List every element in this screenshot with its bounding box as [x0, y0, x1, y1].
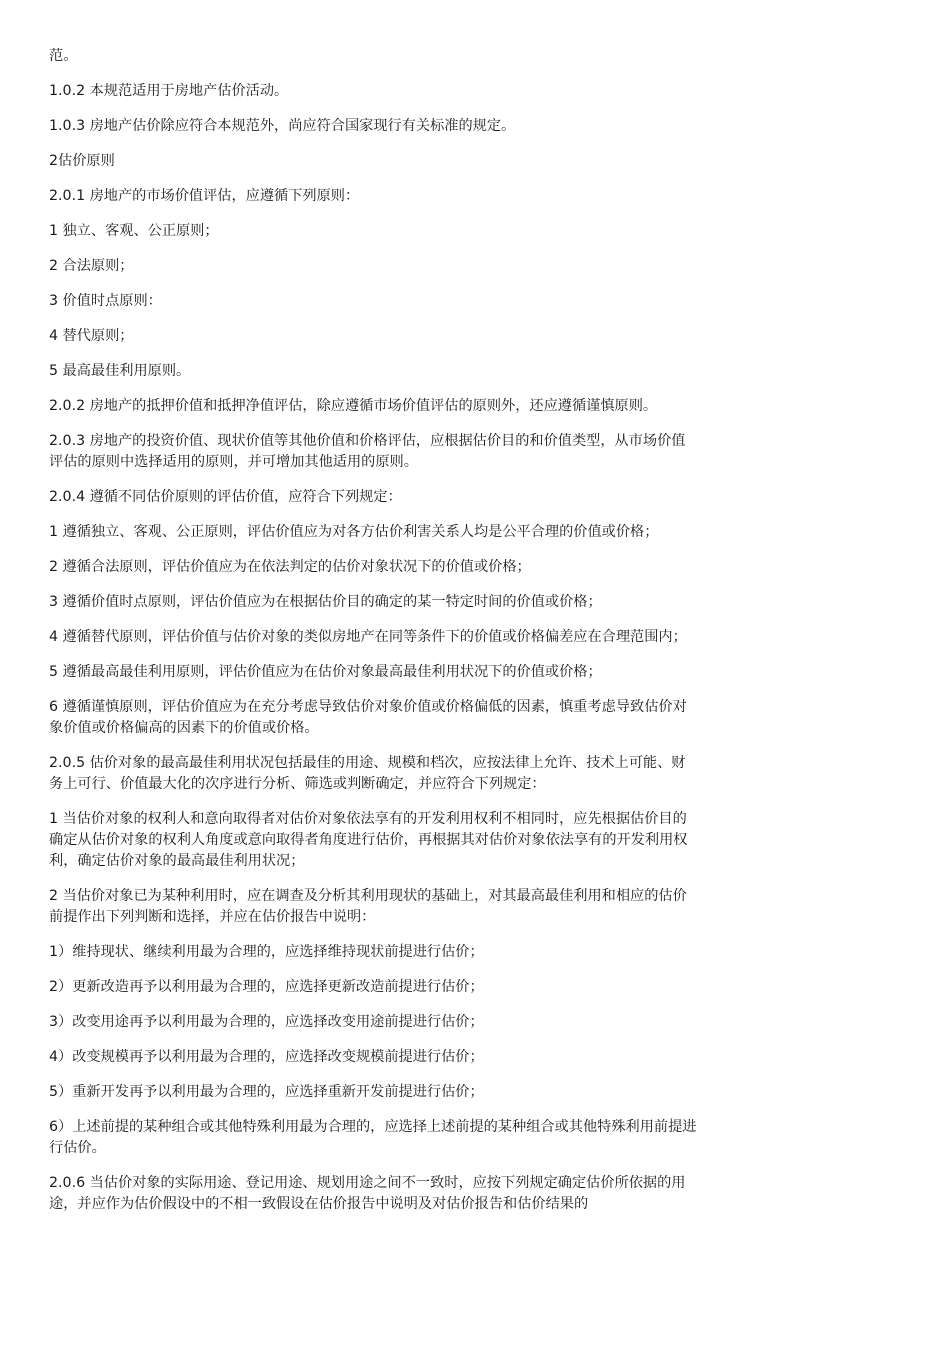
sub-list-item: 6）上述前提的某种组合或其他特殊利用最为合理的，应选择上述前提的某种组合或其他特殊利用前提进行估价。 [49, 1119, 697, 1156]
section-heading: 2估价原则 [49, 153, 115, 169]
list-item: 4 替代原则； [49, 328, 134, 344]
paragraph: 1.0.3 房地产估价除应符合本规范外，尚应符合国家现行有关标准的规定。 [49, 118, 516, 134]
document-body [49, 46, 699, 1229]
list-item: 4 遵循替代原则，评估价值与估价对象的类似房地产在同等条件下的价值或价格偏差应在合理范围内； [49, 629, 687, 645]
list-item: 5 最高最佳利用原则。 [49, 363, 191, 379]
list-item: 3 价值时点原则： [49, 293, 162, 309]
list-item: 1 独立、客观、公正原则； [49, 223, 219, 239]
list-item: 6 遵循谨慎原则，评估价值应为在充分考虑导致估价对象价值或价格偏低的因素，慎重考虑导致估价对象价值或价格偏高的因素下的价值或价格。 [49, 699, 687, 736]
paragraph: 2.0.3 房地产的投资价值、现状价值等其他价值和价格评估，应根据估价目的和价值类型，从市场价值评估的原则中选择适用的原则，并可增加其他适用的原则。 [49, 433, 686, 470]
paragraph: 范。 [49, 48, 78, 64]
list-item: 2 遵循合法原则，评估价值应为在依法判定的估价对象状况下的价值或价格； [49, 559, 531, 575]
paragraph: 1.0.2 本规范适用于房地产估价活动。 [49, 83, 289, 99]
sub-list-item: 5）重新开发再予以利用最为合理的，应选择重新开发前提进行估价； [49, 1084, 484, 1100]
list-item: 2 合法原则； [49, 258, 134, 274]
list-item: 2 当估价对象已为某种利用时，应在调查及分析其利用现状的基础上，对其最高最佳利用和相应的估价前提作出下列判断和选择，并应在估价报告中说明： [49, 888, 687, 925]
sub-list-item: 4）改变规模再予以利用最为合理的，应选择改变规模前提进行估价； [49, 1049, 484, 1065]
list-item: 1 当估价对象的权利人和意向取得者对估价对象依法享有的开发利用权利不相同时，应先根据估价目的确定从估价对象的权利人角度或意向取得者角度进行估价，再根据其对估价对象依法享有的开发利用权利，确定估价对象的最高最佳利用状况； [49, 811, 688, 869]
list-item: 1 遵循独立、客观、公正原则，评估价值应为对各方估价利害关系人均是公平合理的价值或价格； [49, 524, 659, 540]
list-item: 3 遵循价值时点原则，评估价值应为在根据估价目的确定的某一特定时间的价值或价格； [49, 594, 602, 610]
list-item: 5 遵循最高最佳利用原则，评估价值应为在估价对象最高最佳利用状况下的价值或价格； [49, 664, 602, 680]
paragraph: 2.0.2 房地产的抵押价值和抵押净值评估，除应遵循市场价值评估的原则外，还应遵循谨慎原则。 [49, 398, 658, 414]
paragraph: 2.0.5 估价对象的最高最佳利用状况包括最佳的用途、规模和档次，应按法律上允许、技术上可能、财务上可行、价值最大化的次序进行分析、筛选或判断确定，并应符合下列规定： [49, 755, 686, 792]
sub-list-item: 2）更新改造再予以利用最为合理的，应选择更新改造前提进行估价； [49, 979, 484, 995]
paragraph: 2.0.6 当估价对象的实际用途、登记用途、规划用途之间不一致时，应按下列规定确定估价所依据的用途，并应作为估价假设中的不相一致假设在估价报告中说明及对估价报告和估价结果的 [49, 1175, 686, 1212]
paragraph: 2.0.4 遵循不同估价原则的评估价值，应符合下列规定： [49, 489, 402, 505]
sub-list-item: 3）改变用途再予以利用最为合理的，应选择改变用途前提进行估价； [49, 1014, 484, 1030]
paragraph: 2.0.1 房地产的市场价值评估，应遵循下列原则： [49, 188, 360, 204]
sub-list-item: 1）维持现状、继续利用最为合理的，应选择维持现状前提进行估价； [49, 944, 484, 960]
